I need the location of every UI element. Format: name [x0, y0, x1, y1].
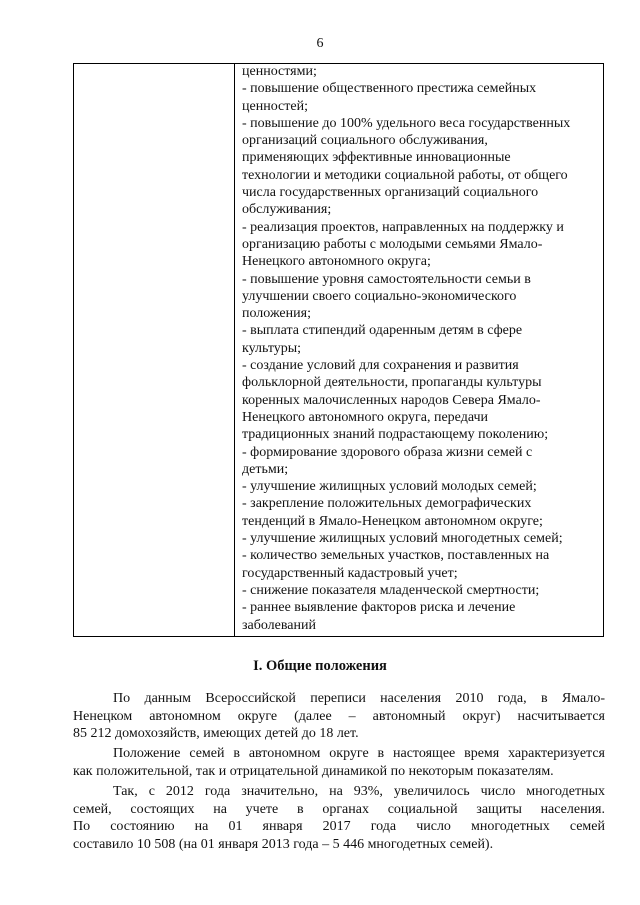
- table-line: - раннее выявление факторов риска и лечение: [242, 600, 516, 616]
- table-line: ценностями;: [242, 64, 317, 79]
- table-line: - закрепление положительных демографических: [242, 496, 532, 512]
- table-line: ценностей;: [242, 98, 308, 114]
- paragraph-line: составило 10 508 (на 01 января 2013 года – 5 446 многодетных семей).: [73, 836, 494, 852]
- table-line: - выплата стипендий одаренным детям в сфере: [242, 323, 523, 339]
- paragraph-line: Так, с 2012 года значительно, на 93%, увеличилось число многодетных: [113, 784, 605, 799]
- table-line: традиционных знаний подрастающему поколению;: [242, 427, 549, 443]
- table-line: - повышение уровня самостоятельности семьи в: [242, 271, 531, 287]
- table-line: Ненецкого автономного округа, передачи: [242, 409, 489, 425]
- table-line: - улучшение жилищных условий многодетных семей;: [242, 531, 563, 547]
- table-line: - создание условий для сохранения и развития: [242, 358, 519, 374]
- table-line: заболеваний: [242, 617, 316, 633]
- paragraph-line: семей, состоящих на учете в органах социальной защиты населения.: [73, 801, 605, 817]
- table-line: - улучшение жилищных условий молодых семей;: [242, 479, 537, 495]
- paragraph-line: По состоянию на 01 января 2017 года число многодетных семей: [73, 819, 605, 834]
- paragraph-2: [73, 745, 605, 780]
- paragraph-line: Ненецком автономном округе (далее – автономный округ) насчитывается: [73, 708, 605, 724]
- table-line: - снижение показателя младенческой смертности;: [242, 582, 540, 598]
- paragraph-line: 85 212 домохозяйств, имеющих детей до 18 лет.: [73, 726, 359, 741]
- table-line: - повышение до 100% удельного веса государственных: [242, 115, 571, 131]
- table-line: применяющих эффективные инновационные: [242, 150, 511, 166]
- table-line: - формирование здорового образа жизни семей с: [242, 444, 533, 460]
- table-line: государственный кадастровый учет;: [242, 565, 458, 581]
- table-line: культуры;: [242, 340, 302, 356]
- table-line: Ненецкого автономного округа;: [242, 254, 431, 270]
- table-column-divider: [234, 64, 235, 636]
- table-line: положения;: [242, 306, 311, 322]
- table-line: фольклорной деятельности, пропаганды культуры: [242, 375, 542, 391]
- goals-table: [73, 63, 604, 637]
- table-line: - повышение общественного престижа семейных: [242, 81, 537, 97]
- table-line: числа государственных организаций социального: [242, 185, 539, 201]
- table-line: коренных малочисленных народов Севера Ямало-: [242, 392, 541, 408]
- table-line: - количество земельных участков, поставленных на: [242, 548, 550, 564]
- table-line: детьми;: [242, 461, 289, 477]
- paragraph-line: как положительной, так и отрицательной динамикой по некоторым показателям.: [73, 763, 554, 779]
- table-right-cell: [242, 63, 602, 634]
- table-line: тенденций в Ямало-Ненецком автономном округе;: [242, 513, 543, 529]
- paragraph-line: Положение семей в автономном округе в настоящее время характеризуется: [113, 746, 605, 761]
- paragraph-1: [73, 690, 605, 743]
- section-title: I. Общие положения: [253, 658, 387, 674]
- table-line: обслуживания;: [242, 202, 332, 218]
- table-line: организаций социального обслуживания,: [242, 133, 488, 149]
- page-number: 6: [316, 36, 324, 51]
- paragraph-3: [73, 783, 605, 853]
- table-line: - реализация проектов, направленных на поддержку и: [242, 219, 564, 235]
- table-line: улучшении своего социально-экономического: [242, 288, 517, 304]
- table-line: технологии и методики социальной работы, от общего: [242, 167, 568, 183]
- paragraph-line: По данным Всероссийской переписи населения 2010 года, в Ямало-: [113, 691, 605, 706]
- table-line: организацию работы с молодыми семьями Ямало-: [242, 236, 543, 252]
